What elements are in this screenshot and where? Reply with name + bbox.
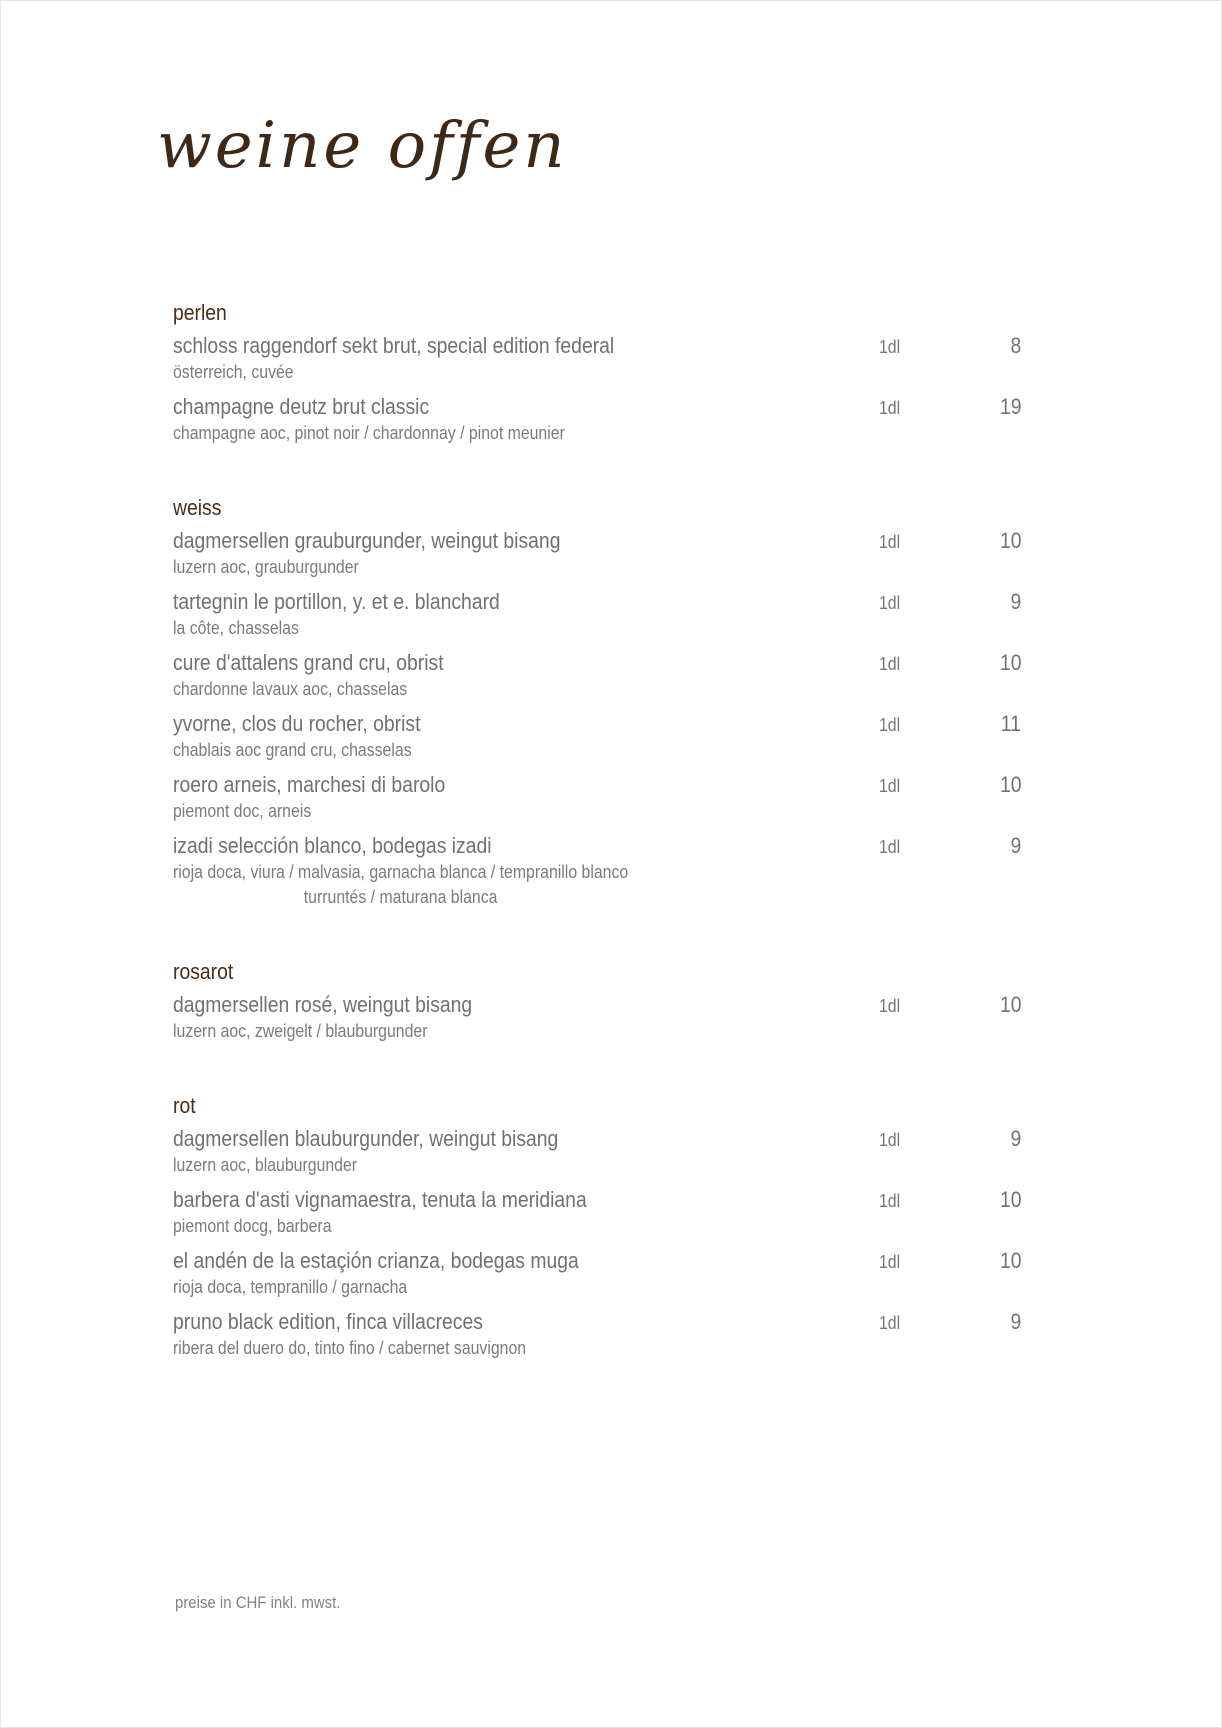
wine-description-text: luzern aoc, blauburgunder <box>173 1155 358 1175</box>
wine-price: 8 <box>1010 333 1021 358</box>
wine-serving-cell <box>879 654 959 675</box>
wine-serving-cell <box>879 776 959 797</box>
wine-name: dagmersellen blauburgunder, weingut bisang <box>173 1126 559 1151</box>
wine-price: 10 <box>999 1248 1021 1273</box>
wine-serving-size: 1dl <box>879 776 901 796</box>
wine-name: champagne deutz brut classic <box>173 394 430 419</box>
wine-description <box>173 860 1021 910</box>
wine-serving-size: 1dl <box>879 654 901 674</box>
wine-price: 10 <box>999 772 1021 797</box>
footer-note-text: preise in CHF inkl. mwst. <box>175 1593 341 1612</box>
wine-name: pruno black edition, finca villacreces <box>173 1309 483 1334</box>
wine-row <box>173 1125 1021 1153</box>
wine-item <box>173 527 1021 580</box>
wine-name-cell <box>173 393 879 421</box>
wine-price-cell <box>959 1248 1021 1274</box>
wine-row <box>173 649 1021 677</box>
wine-description-line2: turruntés / maturana blanca <box>303 887 498 907</box>
wine-row <box>173 588 1021 616</box>
wine-name-cell <box>173 832 879 860</box>
wine-price-cell <box>959 833 1021 859</box>
wine-row <box>173 1186 1021 1214</box>
wine-name-cell <box>173 649 879 677</box>
menu-title: weine offen <box>157 109 568 183</box>
wine-serving-size: 1dl <box>879 337 901 357</box>
section-header <box>173 494 1021 522</box>
wine-description <box>173 799 1021 824</box>
wine-serving-size: 1dl <box>879 398 901 418</box>
wine-price-cell <box>959 1126 1021 1152</box>
wine-row <box>173 527 1021 555</box>
wine-name: dagmersellen rosé, weingut bisang <box>173 992 473 1017</box>
wine-description-text: chardonne lavaux aoc, chasselas <box>173 679 408 699</box>
wine-description-text: piemont docg, barbera <box>173 1216 332 1236</box>
wine-description-line1: rioja doca, viura / malvasia, garnacha blanca / tempranillo blanco <box>173 862 629 882</box>
wine-price: 9 <box>1010 589 1021 614</box>
wine-name-cell <box>173 1308 879 1336</box>
wine-serving-cell <box>879 337 959 358</box>
wine-name-cell <box>173 1186 879 1214</box>
wine-item <box>173 1125 1021 1178</box>
wine-item <box>173 649 1021 702</box>
wine-serving-size: 1dl <box>879 1252 901 1272</box>
wine-name-cell <box>173 771 879 799</box>
wine-item <box>173 991 1021 1044</box>
wine-name: el andén de la estaçión crianza, bodegas muga <box>173 1248 579 1273</box>
wine-serving-cell <box>879 837 959 858</box>
wine-name: cure d'attalens grand cru, obrist <box>173 650 444 675</box>
wine-serving-cell <box>879 715 959 736</box>
wine-description <box>173 1275 1021 1300</box>
wine-description <box>173 1153 1021 1178</box>
wine-item <box>173 710 1021 763</box>
wine-price-cell <box>959 992 1021 1018</box>
wine-item <box>173 832 1021 910</box>
wine-price-cell <box>959 650 1021 676</box>
section-header <box>173 958 1021 986</box>
section-perlen <box>173 299 1021 446</box>
wine-price-cell <box>959 772 1021 798</box>
wine-row <box>173 991 1021 1019</box>
wine-price-cell <box>959 333 1021 359</box>
wine-price-cell <box>959 1309 1021 1335</box>
wine-row <box>173 332 1021 360</box>
wine-price-cell <box>959 711 1021 737</box>
wine-price: 10 <box>999 650 1021 675</box>
section-header <box>173 299 1021 327</box>
wine-description-text: chablais aoc grand cru, chasselas <box>173 740 412 760</box>
wine-name: izadi selección blanco, bodegas izadi <box>173 833 492 858</box>
wine-serving-cell <box>879 1191 959 1212</box>
wine-item <box>173 771 1021 824</box>
wine-price-cell <box>959 589 1021 615</box>
wine-row <box>173 1247 1021 1275</box>
wine-name: roero arneis, marchesi di barolo <box>173 772 446 797</box>
wine-description-text: luzern aoc, grauburgunder <box>173 557 359 577</box>
wine-price-cell <box>959 394 1021 420</box>
wine-name-cell <box>173 991 879 1019</box>
wine-item <box>173 393 1021 446</box>
wine-serving-size: 1dl <box>879 532 901 552</box>
wine-description <box>173 738 1021 763</box>
wine-price: 10 <box>999 992 1021 1017</box>
section-header-label: rot <box>173 1093 196 1118</box>
wine-serving-cell <box>879 996 959 1017</box>
section-header-label: rosarot <box>173 959 234 984</box>
wine-name-cell <box>173 1125 879 1153</box>
wine-price-cell <box>959 528 1021 554</box>
wine-item <box>173 588 1021 641</box>
wine-description-text: ribera del duero do, tinto fino / cabernet sauvignon <box>173 1338 527 1358</box>
wine-description <box>173 616 1021 641</box>
wine-price: 9 <box>1010 833 1021 858</box>
section-rosarot <box>173 958 1021 1044</box>
wine-serving-size: 1dl <box>879 593 901 613</box>
wine-description-text: la côte, chasselas <box>173 618 299 638</box>
wine-description-text <box>173 860 628 910</box>
wine-item <box>173 1247 1021 1300</box>
wine-name-cell <box>173 588 879 616</box>
wine-row <box>173 710 1021 738</box>
section-header-label: perlen <box>173 300 227 325</box>
wine-description <box>173 421 1021 446</box>
wine-description-text: piemont doc, arneis <box>173 801 312 821</box>
wine-serving-size: 1dl <box>879 996 901 1016</box>
wine-serving-cell <box>879 532 959 553</box>
wine-row <box>173 832 1021 860</box>
wine-name-cell <box>173 332 879 360</box>
wine-price: 9 <box>1010 1309 1021 1334</box>
wine-description <box>173 677 1021 702</box>
wine-serving-cell <box>879 398 959 419</box>
wine-name-cell <box>173 1247 879 1275</box>
wine-name: yvorne, clos du rocher, obrist <box>173 711 421 736</box>
wine-price: 9 <box>1010 1126 1021 1151</box>
wine-serving-size: 1dl <box>879 715 901 735</box>
section-header <box>173 1092 1021 1120</box>
footer-note <box>175 1593 363 1613</box>
wine-name-cell <box>173 710 879 738</box>
wine-row <box>173 393 1021 421</box>
wine-row <box>173 771 1021 799</box>
wine-description <box>173 555 1021 580</box>
wine-description <box>173 1336 1021 1361</box>
wine-serving-cell <box>879 1313 959 1334</box>
wine-price-cell <box>959 1187 1021 1213</box>
wine-list <box>173 299 1021 1409</box>
wine-serving-size: 1dl <box>879 1313 901 1333</box>
wine-price: 19 <box>999 394 1021 419</box>
wine-name: tartegnin le portillon, y. et e. blanchard <box>173 589 500 614</box>
wine-description-text: champagne aoc, pinot noir / chardonnay / pinot meunier <box>173 423 565 443</box>
wine-price: 10 <box>999 1187 1021 1212</box>
wine-description <box>173 1019 1021 1044</box>
wine-serving-cell <box>879 593 959 614</box>
wine-description-text: österreich, cuvée <box>173 362 294 382</box>
section-weiss <box>173 494 1021 910</box>
wine-name-cell <box>173 527 879 555</box>
wine-description-text: luzern aoc, zweigelt / blauburgunder <box>173 1021 428 1041</box>
wine-serving-size: 1dl <box>879 837 901 857</box>
wine-serving-size: 1dl <box>879 1130 901 1150</box>
wine-item <box>173 1186 1021 1239</box>
wine-item <box>173 332 1021 385</box>
wine-serving-cell <box>879 1252 959 1273</box>
wine-name: schloss raggendorf sekt brut, special edition federal <box>173 333 615 358</box>
wine-name: barbera d'asti vignamaestra, tenuta la meridiana <box>173 1187 587 1212</box>
wine-serving-size: 1dl <box>879 1191 901 1211</box>
wine-name: dagmersellen grauburgunder, weingut bisang <box>173 528 561 553</box>
wine-serving-cell <box>879 1130 959 1151</box>
section-rot <box>173 1092 1021 1361</box>
wine-price: 11 <box>1000 711 1021 736</box>
section-header-label: weiss <box>173 495 222 520</box>
wine-description <box>173 360 1021 385</box>
wine-description <box>173 1214 1021 1239</box>
wine-item <box>173 1308 1021 1361</box>
wine-price: 10 <box>999 528 1021 553</box>
wine-description-text: rioja doca, tempranillo / garnacha <box>173 1277 408 1297</box>
wine-row <box>173 1308 1021 1336</box>
